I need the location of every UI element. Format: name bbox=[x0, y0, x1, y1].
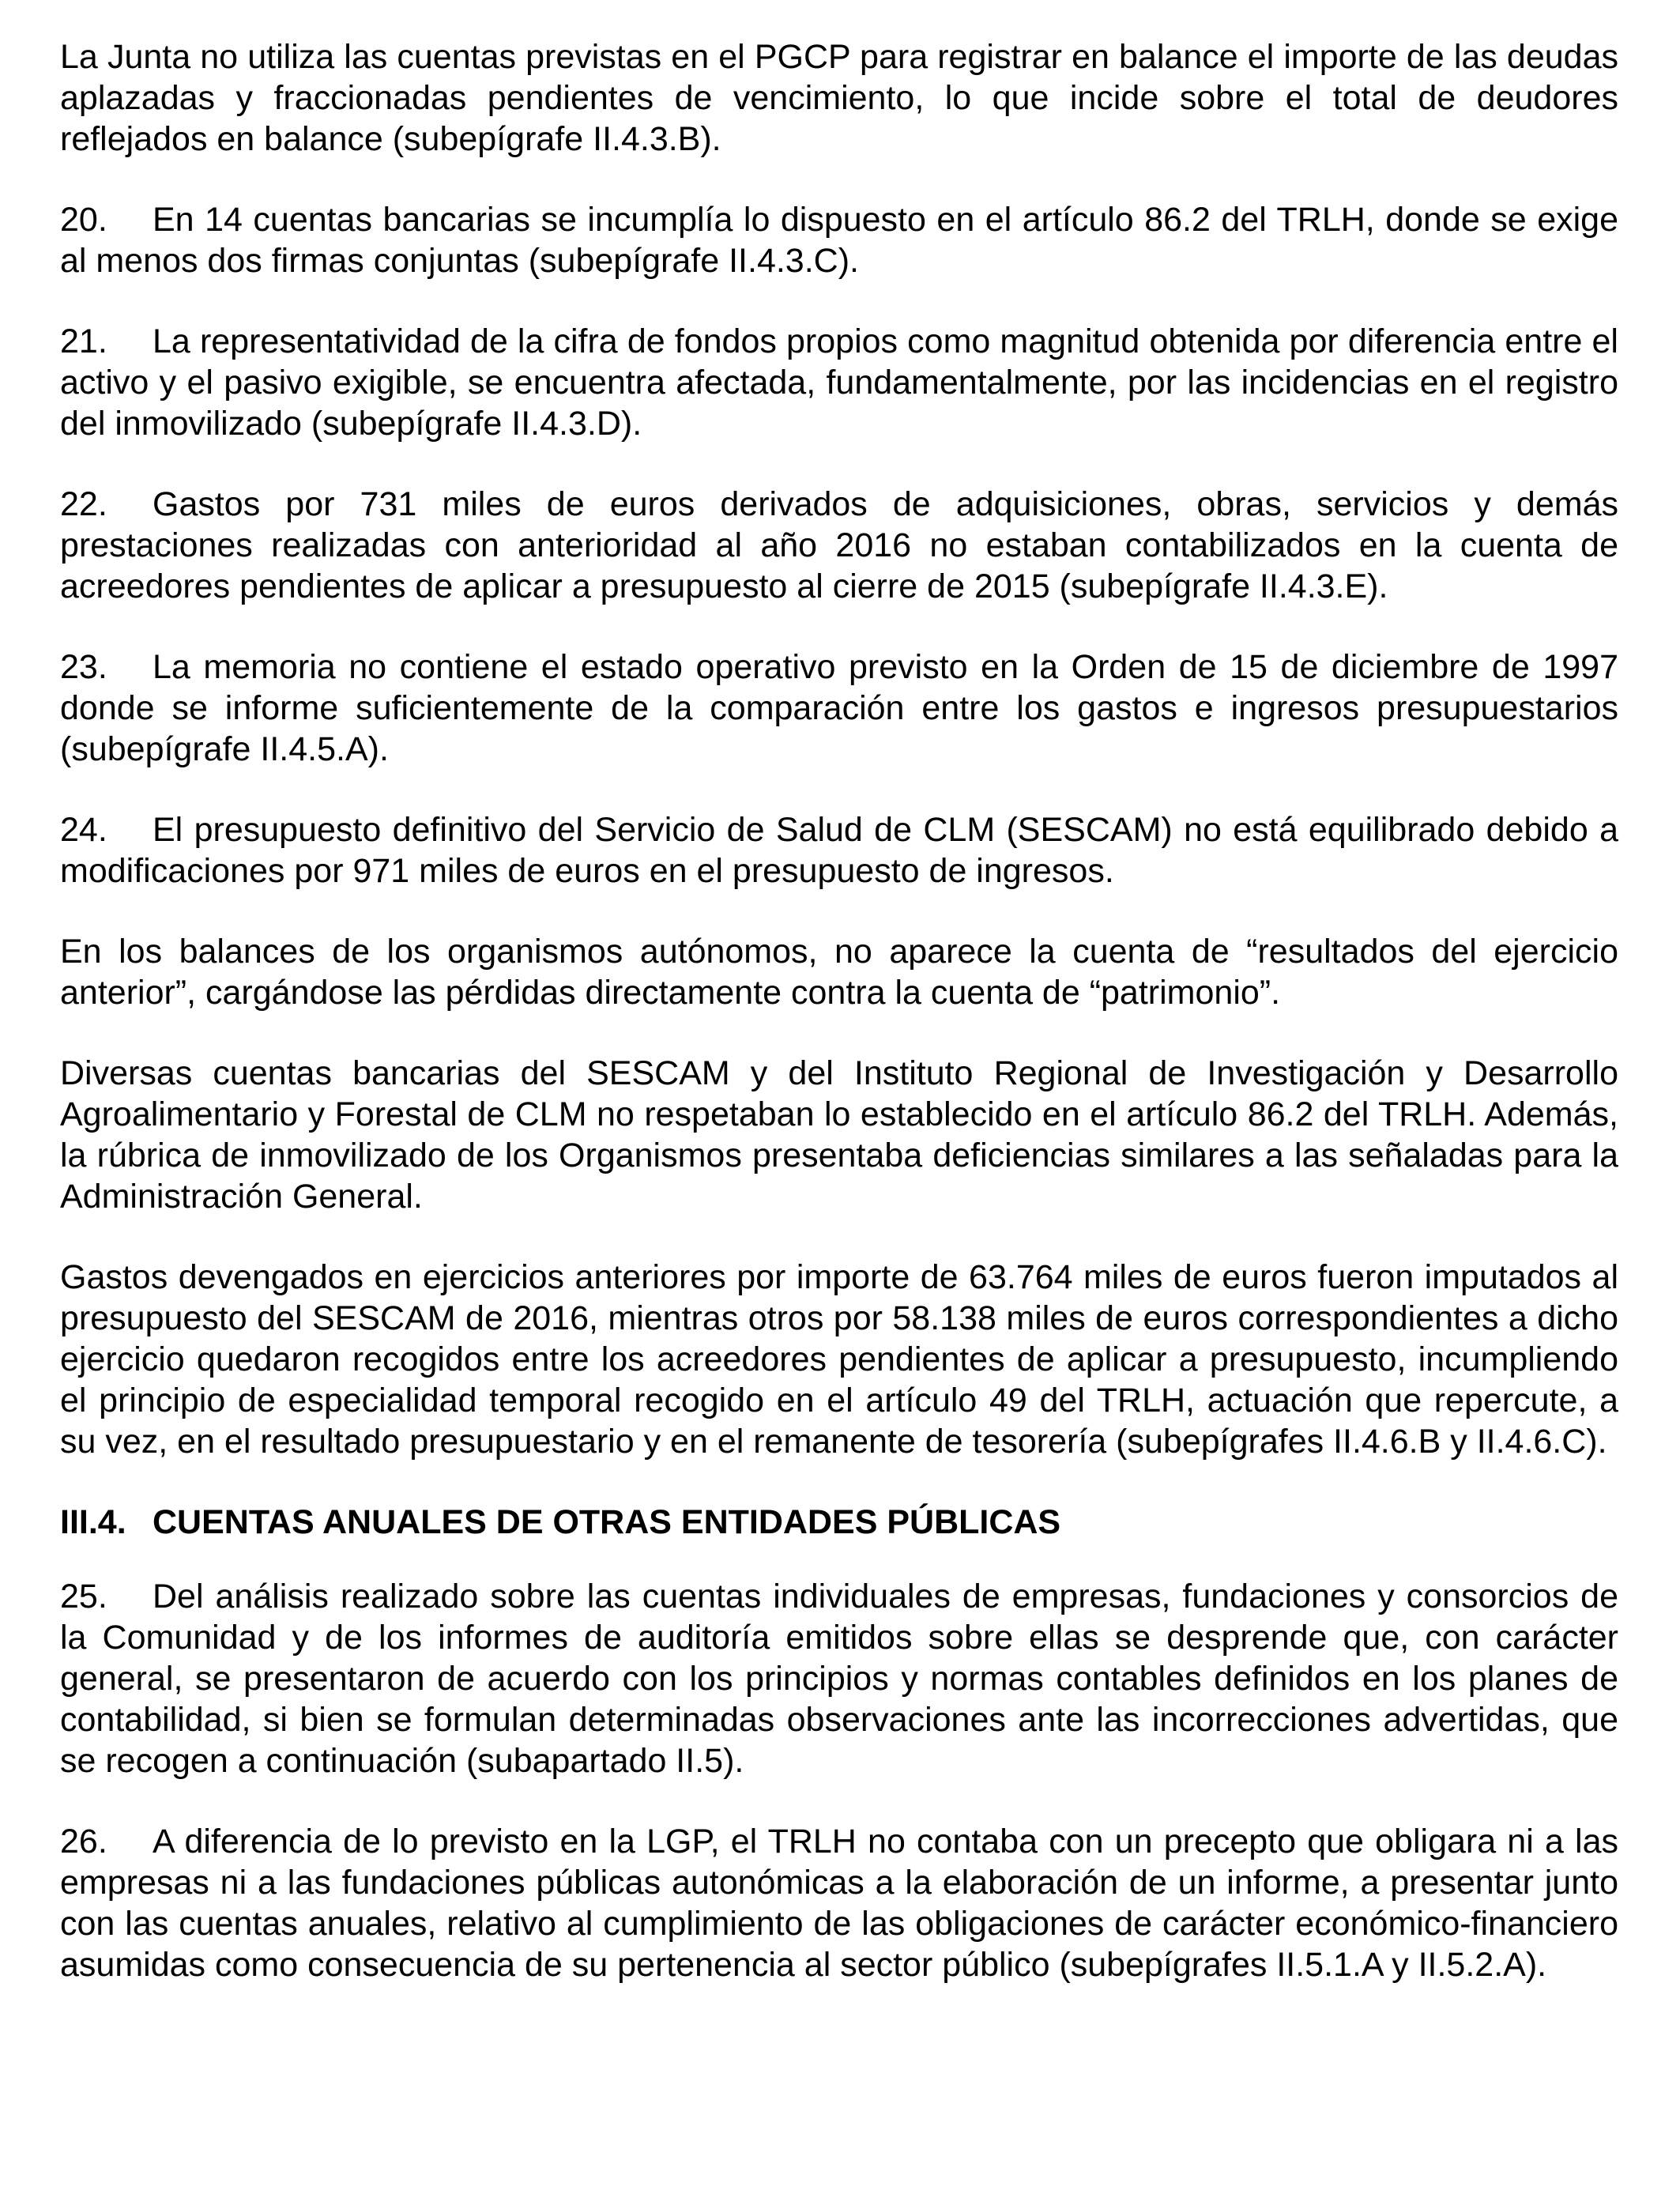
paragraph-number: 24. bbox=[60, 811, 107, 849]
paragraph-text: Gastos por 731 miles de euros derivados de adquisiciones, obras, servicios y demás prestaciones realizadas con anterioridad al año 2016 no estaban contabilizados en la cuenta de acreedores pendientes de aplicar a presupuesto al cierre de 2015 (subepígrafe II.4.3.E). bbox=[60, 485, 1618, 605]
paragraph-cuentas-bancarias-sescam bbox=[60, 1053, 1618, 1217]
paragraph-number: 25. bbox=[60, 1578, 107, 1615]
paragraph-text: La representatividad de la cifra de fondos propios como magnitud obtenida por diferencia entre el activo y el pasivo exigible, se encuentra afectada, fundamentalmente, por las incidencias en el registro del inmovilizado (subepígrafe II.4.3.D). bbox=[60, 322, 1618, 443]
section-title: CUENTAS ANUALES DE OTRAS ENTIDADES PÚBLICAS bbox=[153, 1503, 1061, 1541]
paragraph-number: 20. bbox=[60, 201, 107, 239]
paragraph-22 bbox=[60, 484, 1618, 607]
paragraph-text: Del análisis realizado sobre las cuentas individuales de empresas, fundaciones y consorcios de la Comunidad y de los informes de auditoría emitidos sobre ellas se desprende que, con carácter general, se presentaron de acuerdo con los principios y normas contables definidos en los planes de contabilidad, si bien se formulan determinadas observaciones ante las incorrecciones advertidas, que se recogen a continuación (subapartado II.5). bbox=[60, 1578, 1618, 1780]
paragraph-number: 21. bbox=[60, 322, 107, 360]
paragraph-text: A diferencia de lo previsto en la LGP, el TRLH no contaba con un precepto que obligara ni a las empresas ni a las fundaciones públicas autonómicas a la elaboración de un informe, a presentar junto con las cuentas anuales, relativo al cumplimiento de las obligaciones de carácter económico-financiero asumidas como consecuencia de su pertenencia al sector público (subepígrafes II.5.1.A y II.5.2.A). bbox=[60, 1823, 1618, 1984]
section-number: III.4. bbox=[60, 1503, 126, 1541]
paragraph-21 bbox=[60, 321, 1618, 444]
paragraph-text: En 14 cuentas bancarias se incumplía lo dispuesto en el artículo 86.2 del TRLH, donde se exige al menos dos firmas conjuntas (subepígrafe II.4.3.C). bbox=[60, 201, 1618, 280]
paragraph-gastos-devengados bbox=[60, 1257, 1618, 1462]
paragraph-number: 23. bbox=[60, 648, 107, 686]
paragraph-text: El presupuesto definitivo del Servicio de Salud de CLM (SESCAM) no está equilibrado debido a modificaciones por 971 miles de euros en el presupuesto de ingresos. bbox=[60, 811, 1618, 890]
paragraph-text: Gastos devengados en ejercicios anteriores por importe de 63.764 miles de euros fueron imputados al presupuesto del SESCAM de 2016, mientras otros por 58.138 miles de euros correspondientes a dicho ejercicio quedaron recogidos entre los acreedores pendientes de aplicar a presupuesto, incumpliendo el principio de especialidad temporal recogido en el artículo 49 del TRLH, actuación que repercute, a su vez, en el resultado presupuestario y en el remanente de tesorería (subepígrafes II.4.6.B y II.4.6.C). bbox=[60, 1258, 1618, 1461]
paragraph-deudas-aplazadas bbox=[60, 36, 1618, 160]
paragraph-24 bbox=[60, 809, 1618, 892]
paragraph-number: 26. bbox=[60, 1823, 107, 1860]
paragraph-23 bbox=[60, 647, 1618, 770]
paragraph-text: Diversas cuentas bancarias del SESCAM y del Instituto Regional de Investigación y Desarrollo Agroalimentario y Forestal de CLM no respetaban lo establecido en el artículo 86.2 del TRLH. Además, la rúbrica de inmovilizado de los Organismos presentaba deficiencias similares a las señaladas para la Administración General. bbox=[60, 1054, 1618, 1216]
paragraph-text: La Junta no utiliza las cuentas previstas en el PGCP para registrar en balance el importe de las deudas aplazadas y fraccionadas pendientes de vencimiento, lo que incide sobre el total de deudores reflejados en balance (subepígrafe II.4.3.B). bbox=[60, 38, 1618, 158]
paragraph-26 bbox=[60, 1821, 1618, 1985]
paragraph-text: La memoria no contiene el estado operativo previsto en la Orden de 15 de diciembre de 1997 donde se informe suficientemente de la comparación entre los gastos e ingresos presupuestarios (subepígrafe II.4.5.A). bbox=[60, 648, 1618, 768]
paragraph-number: 22. bbox=[60, 485, 107, 523]
paragraph-20 bbox=[60, 199, 1618, 281]
paragraph-25 bbox=[60, 1576, 1618, 1781]
document-page bbox=[60, 36, 1618, 2025]
paragraph-text: En los balances de los organismos autónomos, no aparece la cuenta de “resultados del ejercicio anterior”, cargándose las pérdidas directamente contra la cuenta de “patrimonio”. bbox=[60, 933, 1618, 1012]
paragraph-balances-organismos bbox=[60, 931, 1618, 1013]
section-heading bbox=[60, 1502, 1618, 1543]
